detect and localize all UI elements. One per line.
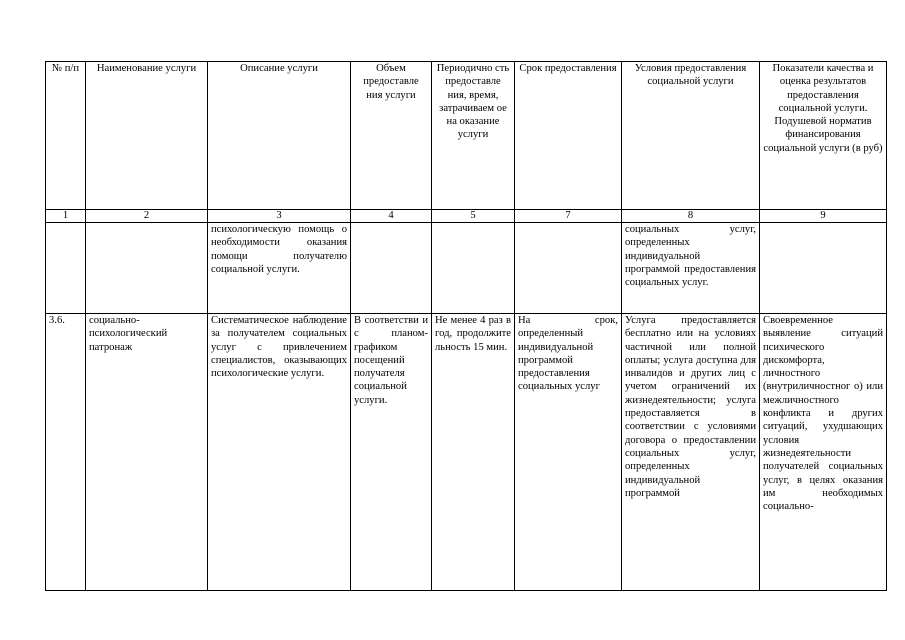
header-num: № п/п [46,62,86,210]
header-periodicity: Периодично сть предоставле ния, время, затрачиваем ое на оказание услуги [432,62,515,210]
services-table [45,61,887,591]
header-volume: Объем предоставле ния услуги [351,62,432,210]
column-number: 8 [622,210,760,223]
cont-num-cell [46,223,86,314]
column-number: 7 [515,210,622,223]
column-number: 2 [86,210,208,223]
column-number-row [46,210,887,223]
service-conditions: Услуга предоставляется бесплатно или на условиях частичной или полной оплаты; услуга доступна для инвалидов и других лиц с учетом ограничений их жизнедеятельности; услуга предоставляется в соответствии с условиями договора о предоставлении социальных услуг, определенных индивидуальной программой [622,314,760,591]
header-indicators: Показатели качества и оценка результатов предоставления социальной услуги. Подушевой норматив финансирования социальной услуги (в руб) [760,62,887,210]
service-num: 3.6. [46,314,86,591]
cont-conditions-cell: социальных услуг, определенных индивидуальной программой предоставления социальных услуг. [622,223,760,314]
column-number: 3 [208,210,351,223]
cont-volume-cell [351,223,432,314]
service-name: социально-психологический патронаж [86,314,208,591]
service-term: На срок, определенный индивидуальной программой предоставления социальных услуг [515,314,622,591]
service-volume: В соответстви и с планом-графиком посещений получателя социальной услуги. [351,314,432,591]
column-number: 5 [432,210,515,223]
cont-name-cell [86,223,208,314]
cont-term-cell [515,223,622,314]
cont-indicators-cell [760,223,887,314]
header-term: Срок предоставления [515,62,622,210]
column-number: 9 [760,210,887,223]
column-number: 4 [351,210,432,223]
header-row [46,62,887,210]
header-description: Описание услуги [208,62,351,210]
header-conditions: Условия предоставления социальной услуги [622,62,760,210]
column-number: 1 [46,210,86,223]
service-row [46,314,887,591]
service-indicators: Своевременное выявление ситуаций психического дискомфорта, личностного (внутриличностног о) или межличностного конфликта и других ситуаций, ухудшающих условия жизнедеятельности получателей социальных услуг, в целях оказания им необходимых социально- [760,314,887,591]
header-name: Наименование услуги [86,62,208,210]
service-periodicity: Не менее 4 раз в год, продолжите льность 15 мин. [432,314,515,591]
service-description: Систематическое наблюдение за получателем социальных услуг с привлечением специалистов, оказывающих психологические услуги. [208,314,351,591]
continuation-row [46,223,887,314]
cont-description-cell: психологическую помощь о необходимости оказания помощи получателю социальной услуги. [208,223,351,314]
cont-periodicity-cell [432,223,515,314]
